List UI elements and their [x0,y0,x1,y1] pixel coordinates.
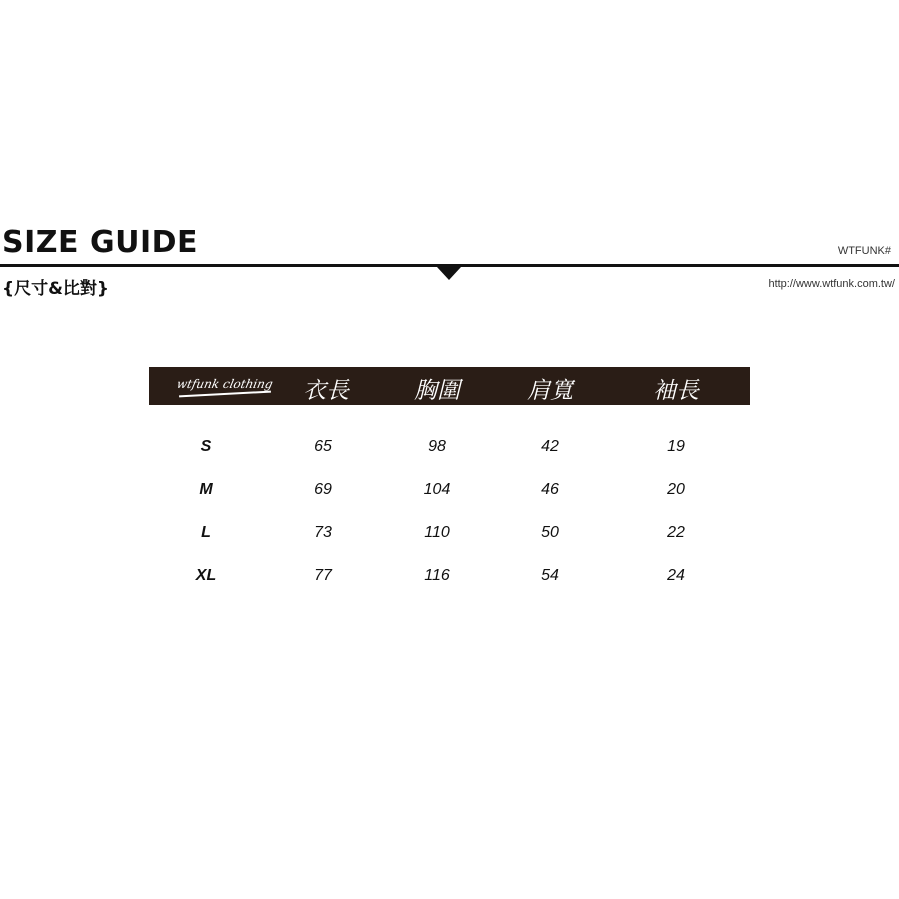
table-row-size: S [200,438,212,455]
table-cell: 20 [667,481,685,498]
table-header-bar [149,367,750,405]
brand-logo: wtfunk clothing [175,377,275,391]
table-cell: 77 [314,567,332,584]
table-row-size: M [199,481,213,498]
table-cell: 46 [541,481,559,498]
table-cell: 54 [541,567,559,584]
table-row-size: L [201,524,211,541]
table-cell: 65 [314,438,332,455]
table-cell: 98 [428,438,446,455]
column-header-length: 衣長 [303,378,349,404]
pointer-triangle-icon [437,267,461,280]
table-cell: 22 [667,524,685,541]
table-cell: 69 [314,481,332,498]
column-header-sleeve: 袖長 [653,378,699,404]
table-cell: 110 [424,524,450,541]
website-url: http://www.wtfunk.com.tw/ [768,278,895,290]
column-header-chest: 胸圍 [414,378,460,404]
table-cell: 104 [423,481,451,498]
table-row-size: XL [195,567,217,584]
brand-label: WTFUNK# [837,245,891,257]
table-cell: 24 [667,567,685,584]
logo-underline [179,391,271,398]
page-title: SIZE GUIDE [2,225,199,260]
table-cell: 19 [667,438,685,455]
table-cell: 42 [541,438,559,455]
page-subtitle: {尺寸&比對} [2,279,110,299]
table-cell: 50 [541,524,559,541]
table-cell: 116 [424,567,450,584]
table-cell: 73 [314,524,332,541]
column-header-shoulder: 肩寬 [527,378,573,404]
